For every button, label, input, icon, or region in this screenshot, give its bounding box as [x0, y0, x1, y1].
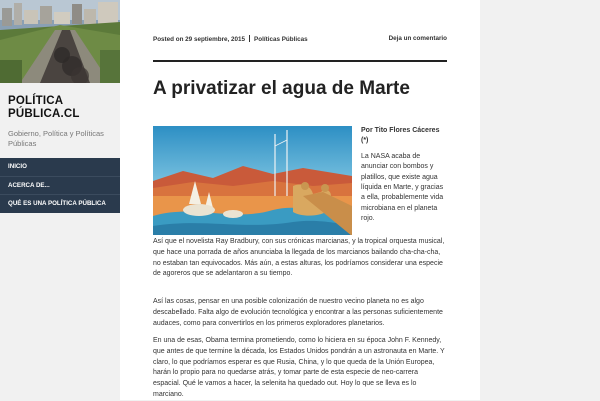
header-city-photo[interactable]	[0, 0, 120, 83]
nav-item-que-es-politica-publica[interactable]: QUÉ ES UNA POLÍTICA PÚBLICA	[8, 200, 106, 207]
title-divider	[153, 60, 447, 62]
paragraph-2: Así las cosas, pensar en una posible colonización de nuestro vecino planeta no es algo descabellado. Falta algo de evolución tecnológica y encontrar a las personas suficientemente audaces, como para convertirlos en los primeros exploradores planetarios.	[153, 298, 443, 327]
post-intro: La NASA acaba de anunciar con bombos y platillos, que existe agua líquida en Marte, y gracias a ella, probablemente vida microbiana en el planeta rojo.	[361, 152, 444, 223]
paragraph-3: En una de esas, Obama termina prometiendo, como lo hiciera en su época John F. Kennedy, que antes de que termine la década, los Estados Unidos pondrán a un astronauta en Marte. Y claro, lo que podríamos esperar es que Rusia, China, y lo que queda de la Unión Europea, harán lo propio para no quedarse atrás, y tomar parte de esta especie de neo-carrera espacial. Qué le vamos a hacer, la selenita ha quedado out. Hoy lo que se lleva es lo marciano.	[153, 337, 445, 398]
comment-link[interactable]: Deja un comentario	[388, 35, 447, 42]
mars-illustration[interactable]	[153, 126, 352, 235]
main-content	[120, 0, 480, 400]
sidebar	[0, 0, 120, 400]
post-title: A privatizar el agua de Marte	[153, 78, 410, 99]
nav-item-acerca-de[interactable]: ACERCA DE...	[0, 177, 120, 196]
nav-item-inicio[interactable]: INICIO	[0, 158, 120, 177]
meta-separator	[249, 35, 250, 42]
intro-column	[361, 126, 446, 225]
paragraph-1: Así que el novelista Ray Bradbury, con sus crónicas marcianas, y la tropical orquesta musical, que hace una porrada de años anunciaba la llegada de los marcianos bailando cha-cha-cha, no estaban tan equivocados. Más aún, a estas alturas, los podríamos considerar una especie de agoreros que se adelantaron a su tiempo.	[153, 238, 445, 278]
post-category-link[interactable]: Políticas Públicas	[254, 36, 308, 43]
post-date-link[interactable]: Posted on 29 septiembre, 2015	[153, 36, 246, 43]
post-meta	[153, 35, 447, 43]
site-description: Gobierno, Política y Políticas Públicas	[8, 129, 104, 148]
site-title[interactable]: POLÍTICA PÚBLICA.CL	[8, 95, 80, 120]
main-navigation	[0, 158, 120, 213]
post-author: Por Tito Flores Cáceres (*)	[361, 127, 440, 145]
right-background	[480, 0, 600, 400]
